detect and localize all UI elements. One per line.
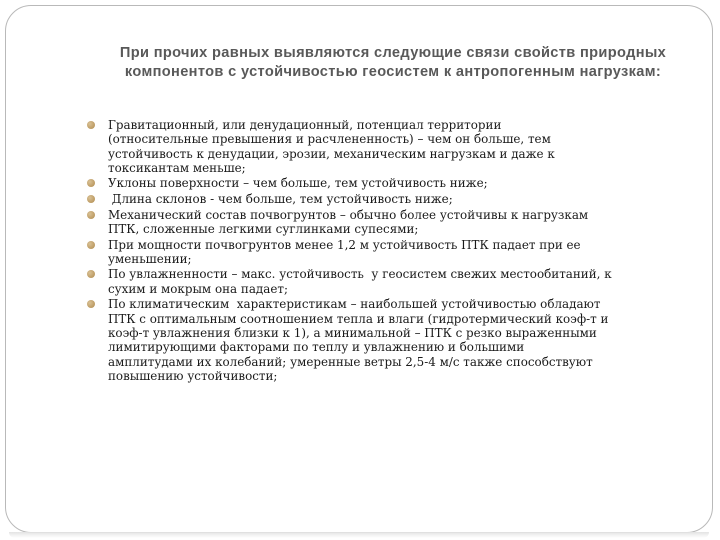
bullet-text-line: повышению устойчивости; [108,368,278,383]
bullet-text-line: амплитудами их колебаний; умеренные ветры 2,5-4 м/с также способствуют [108,354,593,369]
bullet-text-line: Длина склонов - чем больше, тем устойчивость ниже; [108,192,453,207]
bullet-dot-icon [87,241,95,249]
bullet-text-line: токсикантам меньше; [108,160,246,175]
bullet-dot-icon [87,300,95,308]
bullet-text-line: устойчивость к денудации, эрозии, механическим нагрузкам и даже к [108,146,555,161]
bullet-dot-icon [87,195,95,203]
bullet-item-gravitational [87,118,691,175]
bullet-dot-icon [87,121,95,129]
bullet-item-moisture [87,267,691,296]
bullet-dot-icon [87,179,95,187]
bullet-list [87,118,691,384]
bullet-item-soil-composition [87,208,691,237]
bullet-dot-icon [87,211,95,219]
bullet-item-slope-length [87,192,691,206]
bullet-text-line: сухим и мокрым она падает; [108,281,288,296]
bullet-text-line: уменьшении; [108,251,192,266]
bullet-text-line: По увлажненности – макс. устойчивость у геосистем свежих местообитаний, к [108,267,612,282]
bullet-item-climate [87,297,691,383]
slide-title [102,44,684,82]
bullet-text-line: Механический состав почвогрунтов – обычно более устойчивы к нагрузкам [108,207,589,222]
bullet-text-line: По климатическим характеристикам – наибольшей устойчивостью обладают [108,297,601,312]
bullet-text-line: При мощности почвогрунтов менее 1,2 м устойчивость ПТК падает при ее [108,237,581,252]
bullet-text-line: (относительные превышения и расчлененность) – чем он больше, тем [108,132,551,147]
bullet-dot-icon [87,270,95,278]
bullet-text-line: коэф-т увлажнения близки к 1), а минимальной – ПТК с резко выраженными [108,325,597,340]
bullet-text-line: ПТК, сложенные легкими суглинками супесями; [108,221,419,236]
bullet-text-line: ПТК с оптимальным соотношением тепла и влаги (гидротермический коэф-т и [108,311,609,326]
bullet-text-line: Гравитационный, или денудационный, потенциал территории [108,118,502,132]
bullet-item-slopes [87,176,691,190]
slide-title-line-1: При прочих равных выявляются следующие связи свойств природных [119,45,667,61]
bullet-item-soil-thickness [87,238,691,267]
bullet-text-line: лимитирующими факторами по теплу и увлажнению и большими [108,340,525,355]
slide-title-line-2: компонентов с устойчивостью геосистем к антропогенным нагрузкам: [124,64,662,80]
bullet-text-line: Уклоны поверхности – чем больше, тем устойчивость ниже; [108,176,488,191]
slide-frame [5,5,713,533]
